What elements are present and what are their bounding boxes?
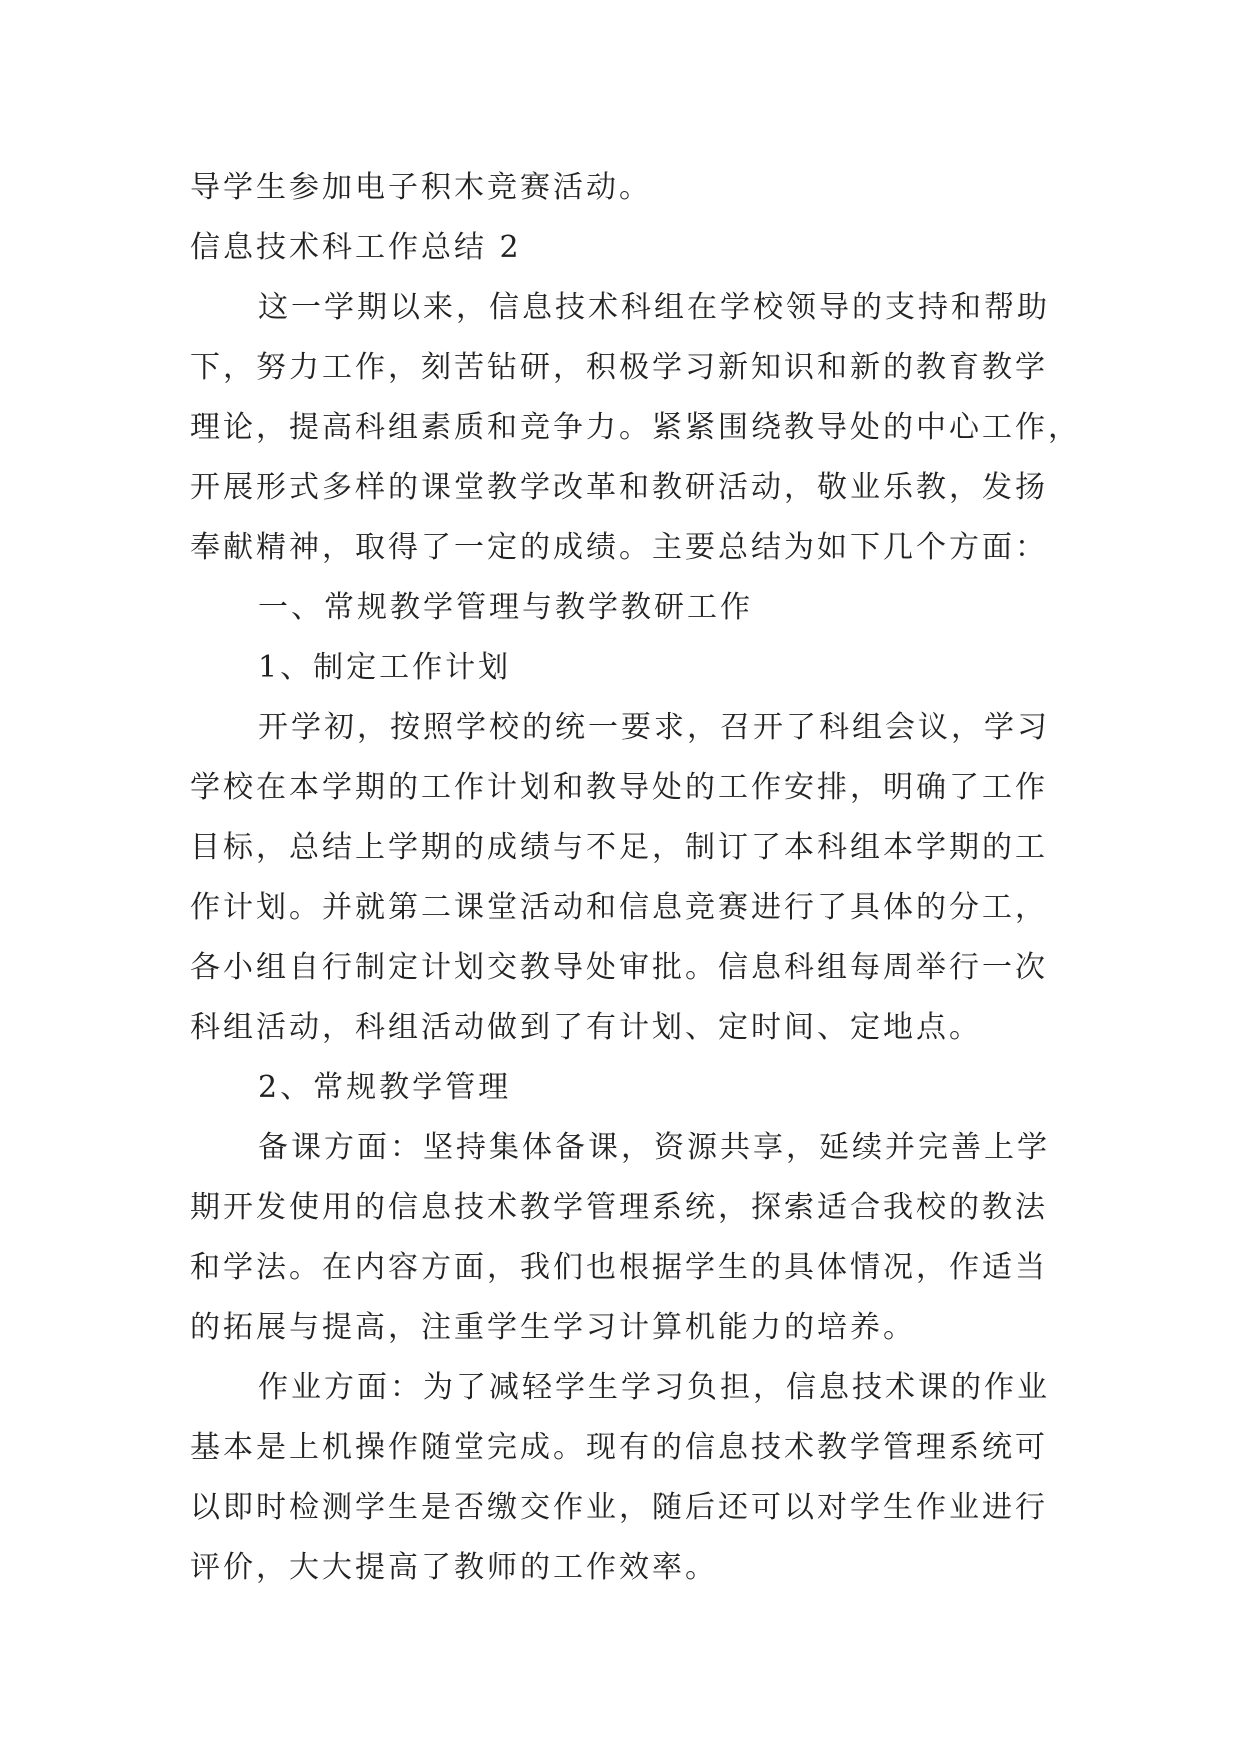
paragraph-line: 期开发使用的信息技术教学管理系统，探索适合我校的教法 [190, 1190, 1048, 1225]
paragraph-line: 这一学期以来，信息技术科组在学校领导的支持和帮助 [258, 290, 1050, 325]
section-title: 信息技术科工作总结 2 [190, 230, 522, 265]
paragraph-line: 以即时检测学生是否缴交作业，随后还可以对学生作业进行 [190, 1490, 1048, 1525]
subsection-heading: 2、常规教学管理 [258, 1070, 512, 1105]
subsection-heading: 1、制定工作计划 [258, 650, 512, 685]
section-heading: 一、常规教学管理与教学教研工作 [258, 590, 753, 625]
paragraph-line: 奉献精神，取得了一定的成绩。主要总结为如下几个方面： [190, 530, 1048, 565]
paragraph-line: 学校在本学期的工作计划和教导处的工作安排，明确了工作 [190, 770, 1048, 805]
paragraph-line: 作业方面：为了减轻学生学习负担，信息技术课的作业 [258, 1370, 1050, 1405]
paragraph-line: 科组活动，科组活动做到了有计划、定时间、定地点。 [190, 1010, 982, 1045]
paragraph-line: 评价，大大提高了教师的工作效率。 [190, 1550, 718, 1585]
paragraph-line: 理论，提高科组素质和竞争力。紧紧围绕教导处的中心工作， [190, 410, 1081, 445]
paragraph-line: 各小组自行制定计划交教导处审批。信息科组每周举行一次 [190, 950, 1048, 985]
paragraph-line: 备课方面：坚持集体备课，资源共享，延续并完善上学 [258, 1130, 1050, 1165]
paragraph-line: 作计划。并就第二课堂活动和信息竞赛进行了具体的分工， [190, 890, 1048, 925]
paragraph-line: 和学法。在内容方面，我们也根据学生的具体情况，作适当 [190, 1250, 1048, 1285]
paragraph-line: 的拓展与提高，注重学生学习计算机能力的培养。 [190, 1310, 916, 1345]
paragraph-line: 基本是上机操作随堂完成。现有的信息技术教学管理系统可 [190, 1430, 1048, 1465]
paragraph-line: 下，努力工作，刻苦钻研，积极学习新知识和新的教育教学 [190, 350, 1048, 385]
paragraph-line: 导学生参加电子积木竞赛活动。 [190, 170, 652, 205]
paragraph-line: 开学初，按照学校的统一要求，召开了科组会议，学习 [258, 710, 1050, 745]
paragraph-line: 目标，总结上学期的成绩与不足，制订了本科组本学期的工 [190, 830, 1048, 865]
document-body [190, 158, 1081, 1598]
paragraph-line: 开展形式多样的课堂教学改革和教研活动，敬业乐教，发扬 [190, 470, 1048, 505]
